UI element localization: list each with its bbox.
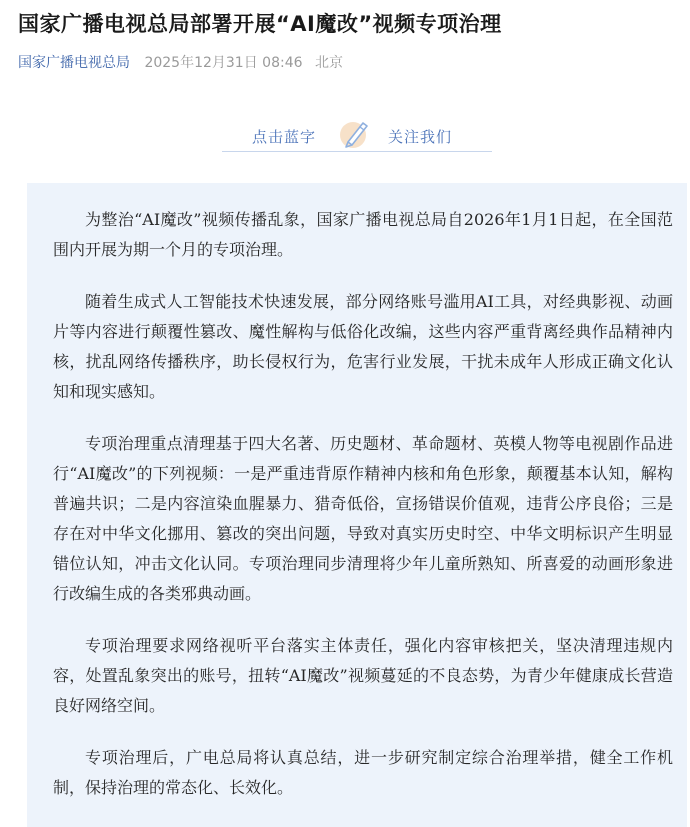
paragraph: 专项治理要求网络视听平台落实主体责任，强化内容审核把关，坚决清理违规内容，处置乱象突出的账号，扭转“AI魔改”视频蔓延的不良态势，为青少年健康成长营造良好网络空间。: [53, 636, 673, 715]
publish-time: 2025年12月31日 08:46: [144, 55, 303, 71]
banner-click-text: 点击蓝字: [252, 128, 317, 146]
article-body: [27, 183, 687, 827]
banner-divider: [222, 151, 492, 152]
pen-icon: [336, 114, 374, 152]
paragraph: 为整治“AI魔改”视频传播乱象，国家广播电视总局自2026年1月1日起，在全国范围内开展为期一个月的专项治理。: [53, 210, 673, 259]
source-link[interactable]: 国家广播电视总局: [18, 55, 130, 71]
banner-follow-text: 关注我们: [388, 128, 453, 146]
paragraph: 专项治理重点清理基于四大名著、历史题材、革命题材、英模人物等电视剧作品进行“AI魔改”的下列视频：一是严重违背原作精神内核和角色形象，颠覆基本认知，解构普遍共识；二是内容渲染血腥暴力、猎奇低俗，宣扬错误价值观，违背公序良俗；三是存在对中华文化挪用、篡改的突出问题，导致对真实历史时空、中华文明标识产生明显错位认知，冲击文化认同。专项治理同步清理将少年儿童所熟知、所喜爱的动画形象进行改编生成的各类邪典动画。: [53, 434, 673, 603]
article-title: 国家广播电视总局部署开展“AI魔改”视频专项治理: [18, 12, 502, 36]
article-meta: [18, 53, 343, 73]
paragraph: 专项治理后，广电总局将认真总结，进一步研究制定综合治理举措，健全工作机制，保持治理的常态化、长效化。: [53, 748, 673, 797]
follow-banner[interactable]: [222, 112, 492, 156]
publish-location: 北京: [314, 55, 343, 71]
paragraph: 随着生成式人工智能技术快速发展，部分网络账号滥用AI工具，对经典影视、动画片等内容进行颠覆性篡改、魔性解构与低俗化改编，这些内容严重背离经典作品精神内核，扰乱网络传播秩序，助长侵权行为，危害行业发展，干扰未成年人形成正确文化认知和现实感知。: [53, 292, 673, 401]
